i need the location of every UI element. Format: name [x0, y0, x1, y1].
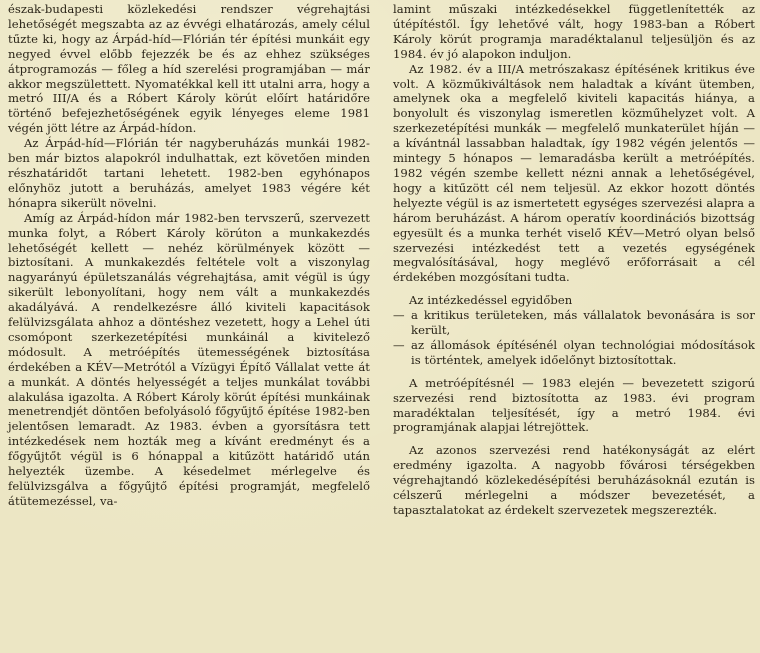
list-item [393, 308, 755, 338]
paragraph: észak-budapesti közlekedési rendszer végrehajtási lehetőségét megszabta az az évvégi elhatározás, amely célul tűzte ki, hogy az Árpád-híd—Flórián tér építési munkáit egy negyed évvel előbb fejezzék be és az ehhez szükséges átprogramozás — főleg a híd szerelési programjában — már akkor megszülettett. Nyomatékkal kell itt utalni arra, hogy a metró III/A és a Róbert Károly körút előírt határidőre történő befejezhetőségének egyik lényeges eleme 1981 végén jött létre az Árpád-hídon. [8, 2, 370, 136]
list-intro: Az intézkedéssel egyidőben [409, 293, 573, 308]
measures-list [393, 308, 755, 368]
paragraph: Amíg az Árpád-hídon már 1982-ben tervszerű, szervezett munka folyt, a Róbert Károly körúton a munkakezdés lehetőségét kellett — nehéz körülmények között — biztosítani. A munkakezdés feltétele volt a viszonylag nagyarányú épületszanálás végrehajtása, amit végül is úgy sikerült lebonyolítani, hogy nem vált a munkakezdés akadályává. A rendelkezésre álló kiviteli kapacitások felülvizsgálata ahhoz a döntéshez vezetett, hogy a Lehel úti csomópont szerkezetépítési munkáinál a kivitelező módosult. A metróépítés ütemességének biztosítása érdekében a KÉV—Metrótól a Vízügyi Építő Vállalat vette át a munkát. A döntés helyességét a teljes munkálat további alakulása igazolta. A Róbert Károly körút építési munkáinak menetrendjét döntően befolyásoló főgyűjtő építése 1982-ben jelentősen lemaradt. Az 1983. évben a gyorsításra tett intézkedések nem hozták meg a kívánt eredményt és a főgyűjtőt végül is 6 hónappal a kitűzött határidő után helyezték üzembe. A késedelmet mérlegelve és felülvizsgálva a főgyűjtő építési programját, megfelelő átütemezéssel, va- [8, 210, 370, 508]
list-item [393, 338, 755, 368]
paragraph: Az Árpád-híd—Flórián tér nagyberuházás munkái 1982-ben már biztos alapokról indulhattak, ezt követően minden részhatáridőt tartani lehetett. 1982-ben egyhónapos előnyhöz jutott a beruházás, amelyet 1983 végére két hónapra sikerült növelni. [8, 136, 370, 210]
dash-marker: — [393, 337, 405, 352]
paragraph: Az azonos szervezési rend hatékonyságát az elért eredmény igazolta. A nagyobb fővárosi térségekben végrehajtandó közlekedésépítési beruházásoknál ezután is célszerű mérlegelni a módszer bevezetését, a tapasztalatokat az érdekelt szervezetek megszerezték. [393, 443, 755, 517]
list-item-text: az állomások építésénél olyan technológiai módosítások is történtek, amelyek időelőnyt biztosítottak. [411, 337, 755, 367]
list-item-text: a kritikus területeken, más vállalatok bevonására is sor került, [411, 308, 755, 338]
paragraph: lamint műszaki intézkedésekkel függetlenítették az útépítéstől. Így lehetővé vált, hogy 1983-ban a Róbert Károly körút programja maradéktalanul teljesüljön és az 1984. év jó alapokon induljon. [393, 2, 755, 61]
dash-marker: — [393, 308, 405, 323]
paragraph: A metróépítésnél — 1983 elején — bevezetett szigorú szervezési rend biztosította az 1983. évi program maradéktalan teljesítését, így a metró 1984. évi programjának alapjai létrejöttek. [393, 375, 755, 435]
text-column-left [8, 2, 370, 509]
paragraph: Az 1982. év a III/A metrószakasz építésének kritikus éve volt. A közműkiváltások nem haladtak a kívánt ütemben, amelynek oka a megfelelő kiviteli kapacitás hiánya, a bonyolult és viszonylag ismeretlen közműhelyzet volt. A szerkezetépítési munkák — megfelelő munkaterület híján — a kívántnál lassabban haladtak, így 1982 végén jelentős — mintegy 5 hónapos — lemaradásba került a metróépítés. 1982 végén szembe kellett nézni annak a lehetőségével, hogy a kitűzött cél nem teljesül. Az ekkor hozott döntés helyezte végül is az ismertetett egységes szervezési alapra a három beruházást. A három operatív koordinációs bizottság egyesült és a munka terhét viselő KÉV—Metró olyan belső szervezési intézkedést tett a vezetés egységének megvalósításával, hogy meglévő erőforrásait a cél érdekében mozgósítani tudta. [393, 61, 755, 285]
text-column-right [393, 2, 755, 518]
